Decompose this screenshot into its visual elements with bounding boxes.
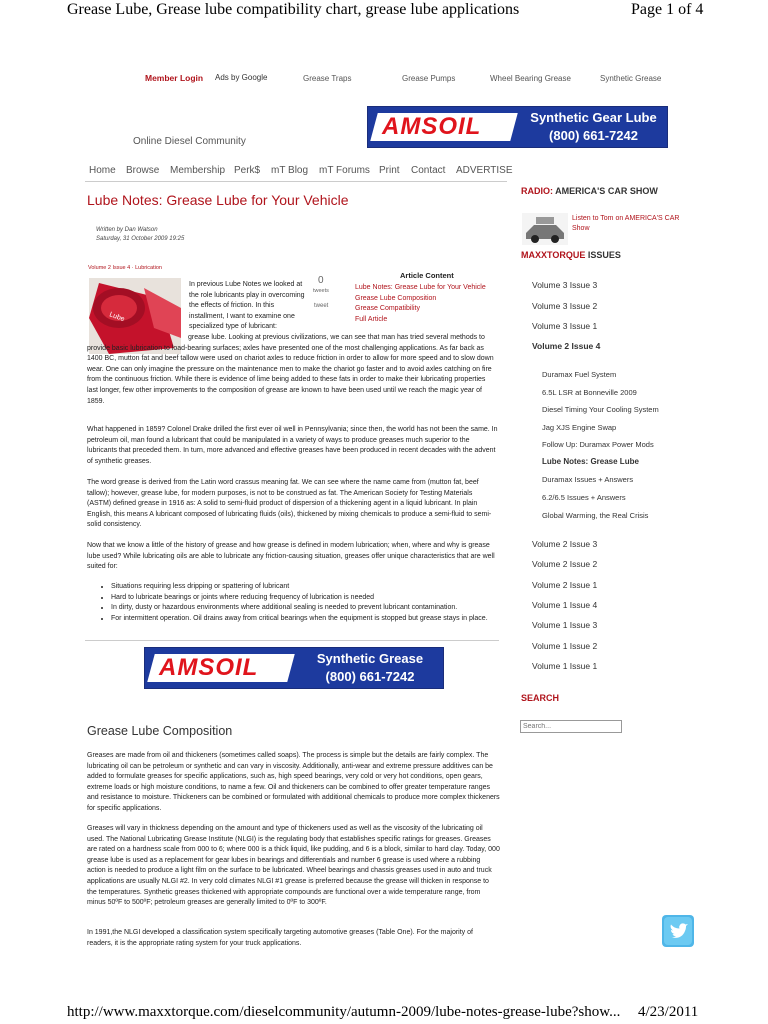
composition-p3: In 1991,the NLGI developed a classification system specifically targeting automotive greases (Table One). For the majority of readers, it is the appropriate rating system for your truck applications. [87, 929, 473, 947]
content-link-composition[interactable]: Grease Lube Composition [355, 294, 437, 302]
nav-home[interactable]: Home [89, 165, 116, 176]
issue-v1-i4[interactable]: Volume 1 Issue 4 [532, 600, 598, 610]
use-case-item: • In dirty, dusty or hazardous environments where additional sealing is needed to prevent lubricant contamination. [111, 603, 522, 614]
nav-advertise[interactable]: ADVERTISE [456, 165, 513, 176]
ad-link-wheel-bearing-grease[interactable]: Wheel Bearing Grease [490, 74, 571, 83]
banner-copy [297, 648, 443, 689]
issue-v3-i2[interactable]: Volume 3 Issue 2 [532, 301, 598, 311]
banner-line1: Synthetic Grease [316, 651, 424, 666]
issue-article-link[interactable]: Duramax Fuel System [542, 370, 617, 379]
search-heading: SEARCH [521, 693, 560, 703]
use-case-item: • Situations requiring less dripping or spattering of lubricant [111, 582, 522, 593]
svg-text:Lube: Lube [108, 311, 126, 324]
car-show-icon[interactable] [522, 213, 568, 245]
content-link-intro[interactable]: Lube Notes: Grease Lube for Your Vehicle [355, 284, 486, 291]
content-link-compatibility[interactable]: Grease Compatibility [355, 305, 420, 312]
pdf-page-number: Page 1 of 4 [631, 1, 704, 18]
nav-mt-blog[interactable]: mT Blog [271, 165, 309, 176]
search-input[interactable] [520, 720, 622, 733]
use-case-item: • Hard to lubricate bearings or joints where reducing frequency of lubrication is needed [111, 593, 522, 604]
radio-heading [521, 186, 658, 196]
nav-contact[interactable]: Contact [411, 165, 446, 176]
ad-link-grease-pumps[interactable]: Grease Pumps [402, 74, 456, 83]
issue-article-link[interactable]: Jag XJS Engine Swap [542, 423, 617, 432]
article-title: Lube Notes: Grease Lube for Your Vehicle [87, 192, 349, 208]
article-p2: What happened in 1859? Colonel Drake drilled the first ever oil well in Pennsylvania; since then, the world has not been the same. In petroleum oil, man found a lubricant that could be manipulated in a variety of ways to produce greases much superior to the lubricants that preceded them. In turn, more advanced and effective greases have been produced in recent decades with the advent of synthetic greases. [87, 426, 498, 465]
pdf-footer-url: http://www.maxxtorque.com/dieselcommunity/autumn-2009/lube-notes-grease-lube?show... [67, 1004, 621, 1020]
radio-prefix: RADIO: [521, 186, 553, 196]
pdf-footer-date: 4/23/2011 [638, 1004, 699, 1020]
issue-article-link-active[interactable]: Lube Notes: Grease Lube [542, 457, 639, 466]
issue-article-link[interactable]: Global Warming, the Real Crisis [542, 511, 649, 520]
ad-link-grease-traps[interactable]: Grease Traps [303, 74, 352, 83]
issues-heading [521, 250, 621, 260]
twitter-icon[interactable] [662, 915, 694, 947]
composition-p1: Greases are made from oil and thickeners (sometimes called soaps). The process is simple but the details are fairly complex. The lubricating oil can be petroleum or synthetic and can vary in viscosity. Additionally, anti-wear and extreme pressure additives can be added to formulate greases for specific applications, such as, high speed bearings, very cold or very hot conditions, open gears, extreme loads or high moisture conditions, to name a few. Oil and thickeners can be combined to offer greater temperature ranges and resistance to moisture. Thickeners can be combined or formulated with additional chemicals to produce more complex thickeners for specific applications. [87, 752, 500, 812]
issues-title: ISSUES [587, 250, 621, 260]
amsoil-logo [368, 107, 520, 147]
nav-perks[interactable]: Perk$ [234, 165, 261, 176]
amsoil-brand-text: AMSOIL [382, 113, 482, 140]
nav-membership[interactable]: Membership [170, 165, 226, 176]
banner-copy [520, 107, 667, 148]
use-case-item: • For intermittent operation. Oil drains away from critical bearings when the equipment is stopped but grease stays in place. [111, 614, 522, 625]
issue-article-link[interactable]: 6.2/6.5 Issues + Answers [542, 493, 626, 502]
tweet-count: 0 [318, 275, 324, 286]
issue-v3-i3[interactable]: Volume 3 Issue 3 [532, 280, 598, 290]
article-p1: grease lube. Looking at previous civilizations, we can see that man has tried several methods to provide basic lubrication to load-bearing surfaces; axles have presented one of the most challenging applications. As far back as 1400 BC, mutton fat and beef tallow were used on chariot axles to reduce friction in order to allow for more speed and to slow down wear. One can only imagine the pressure on the maintenance men to make the chariot go faster and to avoid axles catching on fire from the continuous friction. While there is evidence of lime being added to these fats in order to make their lubricating properties last longer, few other improvements to the composition of grease are known to have been used until we reach the magic year of 1859. [87, 334, 494, 405]
issue-v2-i1[interactable]: Volume 2 Issue 1 [532, 580, 598, 590]
nav-divider [85, 181, 507, 182]
pdf-header-title: Grease Lube, Grease lube compatibility chart, grease lube applications [67, 1, 520, 18]
issue-v3-i1[interactable]: Volume 3 Issue 1 [532, 321, 598, 331]
content-divider [85, 640, 499, 641]
article-p4: Now that we know a little of the history of grease and how grease is defined in modern lubrication; when, where and why is grease lube used? While lubricating oils are able to lubricate any friction-causing situation, greases offer unique characteristics that are well suited for: [87, 542, 495, 571]
section-title-composition: Grease Lube Composition [87, 724, 233, 738]
issue-v2-i4-current[interactable]: Volume 2 Issue 4 [532, 341, 601, 351]
member-login-link[interactable]: Member Login [145, 73, 204, 83]
issue-article-link[interactable]: Duramax Issues + Answers [542, 475, 634, 484]
twitter-bird-graphic [662, 915, 694, 947]
composition-p2: Greases will vary in thickness depending on the amount and type of thickeners used as well as the viscosity of the lubricating oil used. The National Lubricating Grease Institute (NLGI) is the regulating body that establishes specific ratings for greases. Greases are rated on a hardness scale from 000 to 6; where 000 is a thick liquid, like pudding, and 6 is a block, similar to hard clay. Today, 000 grease lube is used as a replacement for gear lubes in bearings and differentials and number 6 grease is used where a rubbing action is needed to produce a light film on the surface to be lubricated. Wheel bearings and chassis greases used in auto and truck applications are usually NLGI #2. In very cold climates NLGI #1 grease is preferred because the grease will thicken in response to the temperatures. Synthetic greases thickened with appropriate compounds are functional over a wide temperature range, from minus 50ºF to 500ºF; petroleum greases are generally limited to 0ºF to 300ºF. [87, 825, 500, 907]
radio-listen-link[interactable]: Listen to Tom on AMERICA'S CAR Show [572, 215, 680, 232]
issue-v1-i3[interactable]: Volume 1 Issue 3 [532, 620, 598, 630]
radio-title: AMERICA'S CAR SHOW [555, 186, 658, 196]
issue-v2-i2[interactable]: Volume 2 Issue 2 [532, 559, 598, 569]
nav-mt-forums[interactable]: mT Forums [319, 165, 370, 176]
amsoil-brand-text: AMSOIL [159, 654, 259, 681]
banner-line1: Synthetic Gear Lube [530, 110, 657, 125]
use-cases-list [87, 582, 522, 624]
article-breadcrumb[interactable]: Volume 2 Issue 4 · Lubrication [88, 265, 162, 271]
issue-article-link[interactable]: Follow Up: Duramax Power Mods [542, 440, 654, 449]
banner-line2: (800) 661-7242 [325, 669, 415, 684]
issue-v1-i2[interactable]: Volume 1 Issue 2 [532, 641, 598, 651]
nav-browse[interactable]: Browse [126, 165, 160, 176]
issues-prefix: MAXXTORQUE [521, 250, 586, 260]
site-name: Online Diesel Community [133, 136, 246, 147]
ad-link-synthetic-grease[interactable]: Synthetic Grease [600, 74, 662, 83]
article-content-links [355, 283, 486, 325]
content-link-full-article[interactable]: Full Article [355, 315, 388, 323]
car-show-graphic [522, 213, 568, 245]
issue-v1-i1[interactable]: Volume 1 Issue 1 [532, 661, 598, 671]
issue-article-link[interactable]: 6.5L LSR at Bonneville 2009 [542, 388, 637, 397]
article-byline: Written by Dan Watson [96, 227, 158, 233]
tweets-label: tweets [313, 288, 329, 294]
issue-article-link[interactable]: Diesel Timing Your Cooling System [542, 405, 659, 414]
article-intro: In previous Lube Notes we looked at the role lubricants play in overcoming the effects of friction. In this installment, I want to examine one specialized type of lubricant: [189, 281, 305, 331]
article-p3: The word grease is derived from the Latin word crassus meaning fat. We can see where the name came from (mutton fat, beef tallow); however, grease lube, for modern purposes, is not to be construed as fat. The American Society for Testing Materials (ASTM) defined grease in 1916 as: A solid to semi-fluid product of dispersion of a thickening agent in a liquid lubricant. In plain English, this means A lubricant composed of lubricating fluids (oils), thickened by mixing chemicals to produce a semi-fluid to semi-solid consistency. [87, 479, 492, 529]
issue-v2-i3[interactable]: Volume 2 Issue 3 [532, 539, 598, 549]
banner-line2: (800) 661-7242 [549, 128, 638, 143]
article-date: Saturday, 31 October 2009 19:25 [96, 236, 185, 242]
article-content-heading: Article Content [400, 271, 454, 280]
tweet-button[interactable]: tweet [314, 303, 329, 309]
amsoil-logo [145, 648, 297, 688]
amsoil-gear-lube-banner[interactable] [367, 106, 668, 148]
amsoil-synthetic-grease-banner[interactable] [144, 647, 444, 689]
ads-by-google[interactable]: Ads by Google [215, 73, 268, 82]
nav-print[interactable]: Print [379, 165, 400, 176]
